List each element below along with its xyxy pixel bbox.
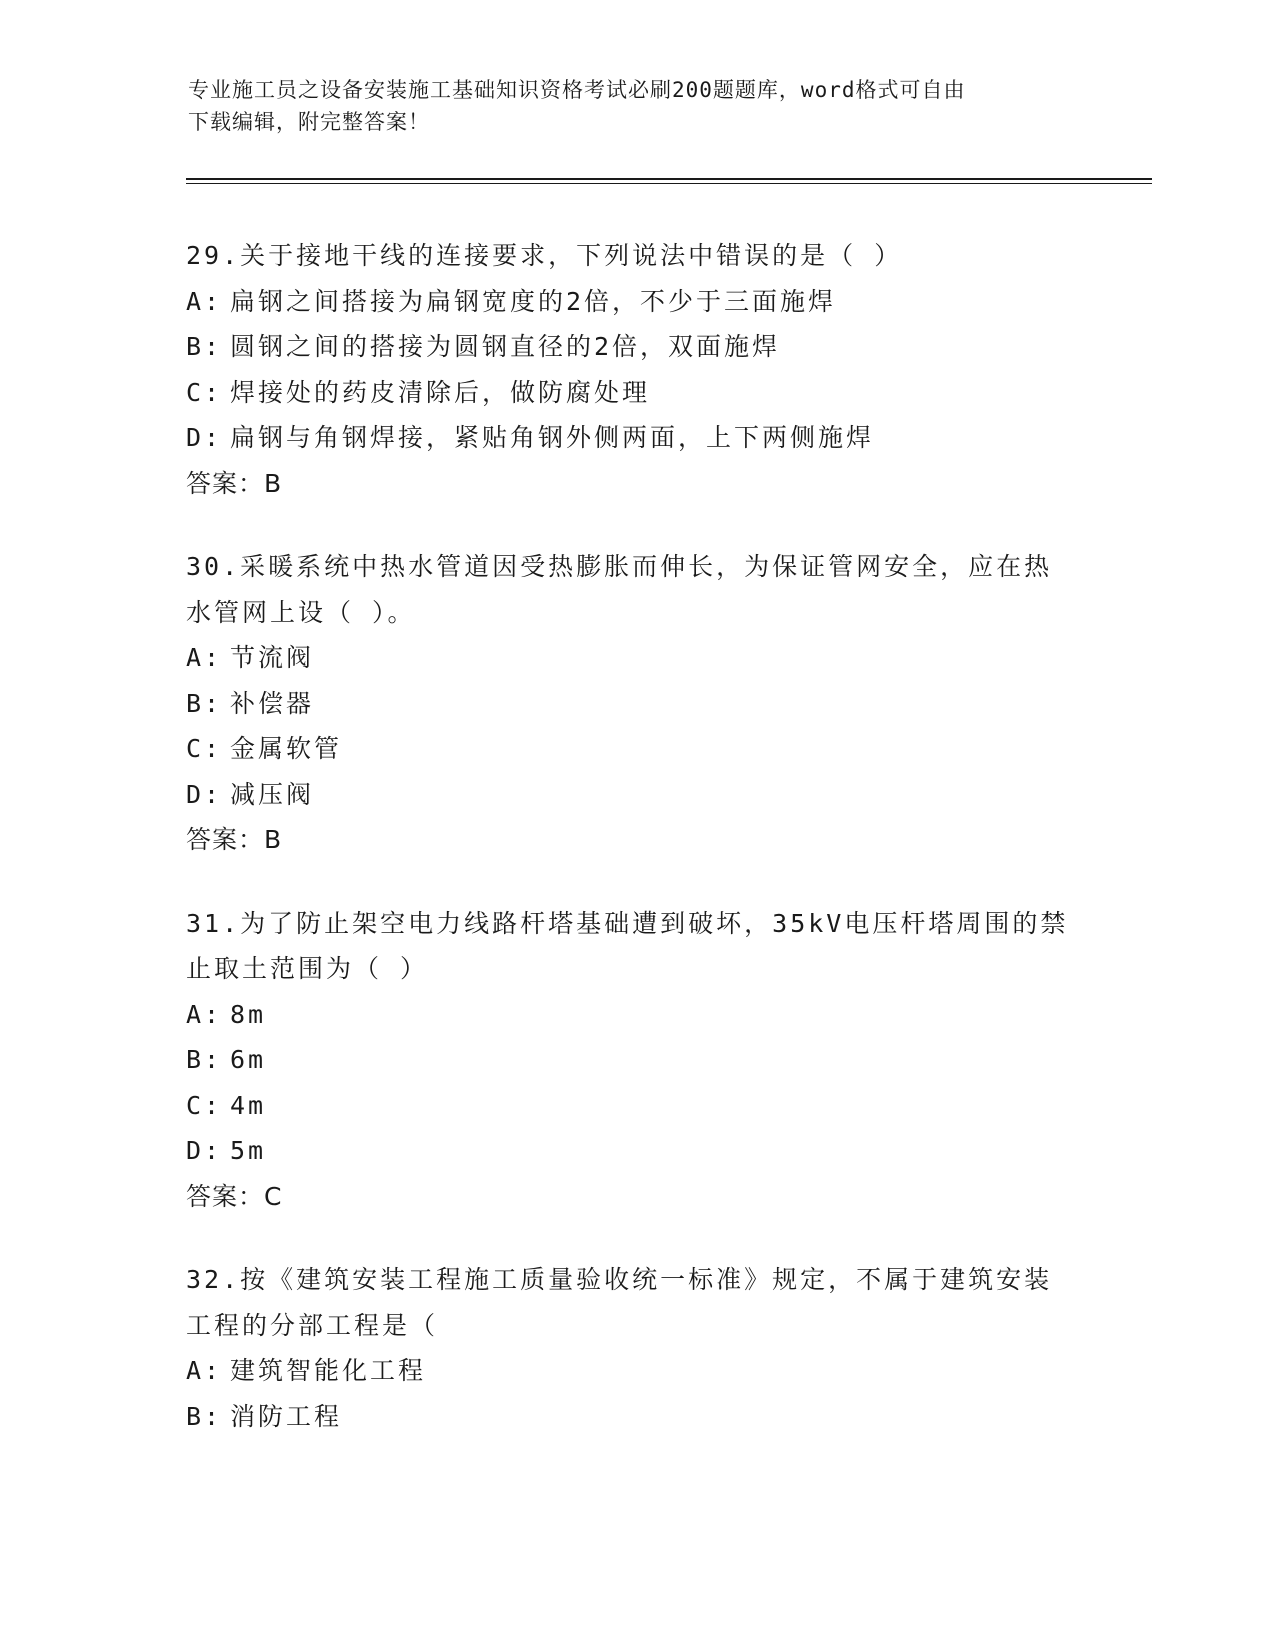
option-letter: A:: [186, 286, 223, 316]
option-a: [186, 635, 1086, 681]
option-letter: B:: [186, 332, 223, 361]
option-text: 消防工程: [230, 1401, 343, 1431]
question-text: 29.关于接地干线的连接要求，下列说法中错误的是（ ）: [186, 241, 903, 270]
question-text-continued: 工程的分部工程是（: [186, 1310, 439, 1340]
option-a: [186, 1348, 1086, 1394]
option-letter: B:: [186, 1401, 223, 1431]
question-text: 30.采暖系统中热水管道因受热膨胀而伸长，为保证管网安全，应在热: [186, 552, 1053, 581]
answer-line: 答案：B: [186, 825, 283, 854]
option-text: 8m: [230, 999, 267, 1029]
question-text: 32.按《建筑安装工程施工质量验收统一标准》规定，不属于建筑安装: [186, 1265, 1053, 1294]
option-letter: D:: [186, 779, 223, 809]
option-letter: A:: [186, 643, 223, 672]
option-d: [186, 415, 1086, 461]
option-letter: D:: [186, 1136, 223, 1165]
option-d: [186, 1128, 1086, 1174]
option-d: [186, 772, 1086, 818]
option-text: 节流阀: [230, 643, 315, 672]
option-letter: A:: [186, 999, 223, 1029]
header-line-2: 下载编辑，附完整答案！: [188, 110, 430, 134]
question-text-continued: 水管网上设（ ）。: [186, 597, 416, 627]
header-line-1: 专业施工员之设备安装施工基础知识资格考试必刷200题题库，word格式可自由: [188, 78, 966, 102]
option-b: [186, 324, 1086, 370]
option-letter: B:: [186, 1045, 223, 1074]
option-text: 金属软管: [230, 734, 343, 763]
option-letter: B:: [186, 688, 223, 718]
option-text: 圆钢之间的搭接为圆钢直径的2倍，双面施焊: [230, 332, 781, 361]
option-c: [186, 1083, 1086, 1129]
question-text-continued: 止取土范围为（ ）: [186, 954, 429, 983]
option-b: [186, 1394, 1086, 1440]
option-letter: C:: [186, 1090, 223, 1120]
question-text: 31.为了防止架空电力线路杆塔基础遭到破坏，35kV电压杆塔周围的禁: [186, 908, 1069, 938]
option-b: [186, 1037, 1086, 1083]
option-text: 减压阀: [230, 779, 315, 809]
option-text: 补偿器: [230, 688, 315, 718]
option-c: [186, 726, 1086, 772]
answer-line: 答案：C: [186, 1181, 283, 1211]
document-header: [188, 74, 1088, 138]
option-letter: A:: [186, 1356, 223, 1385]
header-divider-thin: [186, 183, 1152, 184]
option-text: 扁钢之间搭接为扁钢宽度的2倍，不少于三面施焊: [230, 286, 837, 316]
option-letter: D:: [186, 423, 223, 452]
option-letter: C:: [186, 734, 223, 763]
answer-line: 答案：B: [186, 468, 283, 498]
option-text: 4m: [230, 1090, 267, 1120]
option-text: 建筑智能化工程: [230, 1356, 427, 1385]
option-text: 焊接处的药皮清除后，做防腐处理: [230, 377, 651, 407]
option-a: [186, 992, 1086, 1038]
header-divider-thick: [186, 178, 1152, 180]
option-a: [186, 279, 1086, 325]
question-31: [186, 901, 1086, 1220]
question-30: [186, 544, 1086, 863]
option-c: [186, 370, 1086, 416]
question-32: [186, 1257, 1086, 1439]
option-text: 6m: [230, 1045, 267, 1074]
option-text: 扁钢与角钢焊接，紧贴角钢外侧两面，上下两侧施焊: [230, 423, 875, 452]
questions-list: [186, 233, 1086, 1477]
question-29: [186, 233, 1086, 506]
option-letter: C:: [186, 377, 223, 407]
option-text: 5m: [230, 1136, 267, 1165]
option-b: [186, 681, 1086, 727]
